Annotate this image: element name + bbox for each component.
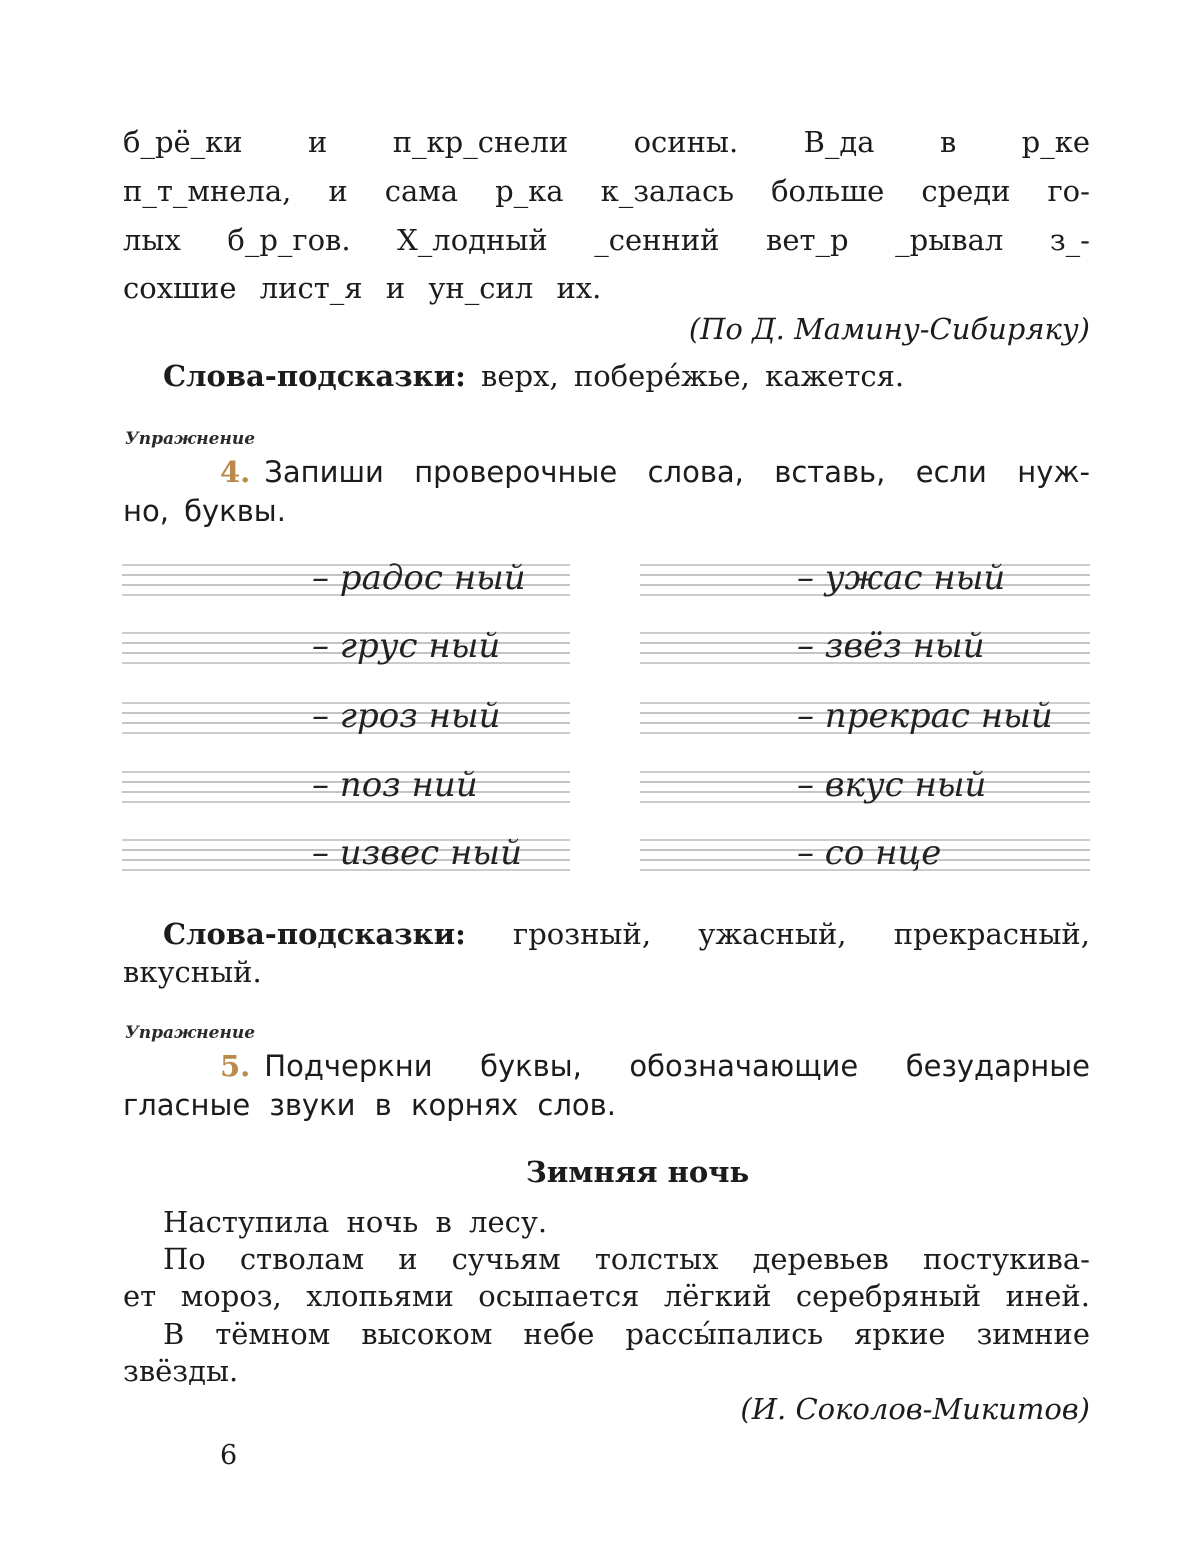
- word: сохшие: [123, 271, 237, 305]
- text2-line-1: Наступила ночь в лесу.: [163, 1205, 548, 1239]
- word: деревьев: [752, 1242, 889, 1276]
- text2-attribution: (И. Соколов-Микитов): [740, 1392, 1090, 1426]
- word: иней.: [1005, 1279, 1090, 1313]
- word: рассы́пались: [625, 1317, 824, 1351]
- word: безударные: [905, 1049, 1090, 1083]
- text1-attribution: (По Д. Мамину-Сибиряку): [688, 312, 1090, 346]
- exercise-4-hints-line-2: вкусный.: [123, 955, 262, 989]
- word: б_р_гов.: [227, 223, 351, 257]
- word: сама: [384, 174, 459, 208]
- handwritten-word: – поз ний: [312, 765, 478, 805]
- hints-label: Слова-подсказки:: [163, 359, 466, 393]
- handwritten-word: – звёз ный: [797, 626, 985, 666]
- word: и: [398, 1242, 418, 1276]
- word: толстых: [594, 1242, 719, 1276]
- word: высоком: [361, 1317, 493, 1351]
- word: ет: [123, 1279, 157, 1313]
- word: Подчеркни: [264, 1049, 433, 1083]
- word: лёгкий: [663, 1279, 772, 1313]
- hints-label: Слова-подсказки:: [163, 917, 466, 951]
- word: лых: [123, 223, 181, 257]
- hint-word: грозный,: [513, 917, 652, 951]
- word: небе: [523, 1317, 595, 1351]
- text-title: Зимняя ночь: [525, 1155, 750, 1189]
- word: зимние: [976, 1317, 1090, 1351]
- word: и: [308, 125, 328, 159]
- exercise-number: 4.: [220, 455, 251, 489]
- word: среди: [921, 174, 1011, 208]
- hints-words: верх, побере́жье, кажется.: [481, 359, 905, 393]
- handwritten-word: – ужас ный: [797, 558, 1006, 598]
- page-number: 6: [220, 1440, 238, 1471]
- word: проверочные: [414, 455, 618, 489]
- word: з_-: [1049, 223, 1090, 257]
- word: б_рё_ки: [123, 125, 243, 159]
- word: п_т_мнела,: [123, 174, 292, 208]
- handwritten-word: – со нце: [797, 833, 942, 873]
- word: осины.: [633, 125, 739, 159]
- handwritten-word: – гроз ный: [312, 696, 501, 736]
- word: нуж-: [1017, 455, 1090, 489]
- word: буквы,: [480, 1049, 582, 1083]
- word: осыпается: [478, 1279, 640, 1313]
- word: стволам: [239, 1242, 365, 1276]
- text2-line-4: [163, 1317, 1090, 1351]
- word: если: [915, 455, 987, 489]
- exercise-4-hints-line-1: [163, 917, 1090, 951]
- word: р_ке: [1021, 125, 1090, 159]
- word: _рывал: [895, 223, 1004, 257]
- word: яркие: [854, 1317, 946, 1351]
- exercise-number: 5.: [220, 1049, 251, 1083]
- word: их.: [556, 271, 602, 305]
- word: В_да: [803, 125, 875, 159]
- word: к_залась: [600, 174, 735, 208]
- word: Х_лодный: [397, 223, 548, 257]
- word: постукива-: [922, 1242, 1090, 1276]
- text2-line-2: [163, 1242, 1090, 1276]
- word: больше: [771, 174, 885, 208]
- handwritten-word: – прекрас ный: [797, 696, 1053, 736]
- word: мороз,: [180, 1279, 282, 1313]
- word: в: [939, 125, 957, 159]
- word: обозначающие: [629, 1049, 859, 1083]
- word: По: [163, 1242, 206, 1276]
- exercise-5-instruction-line-1: [220, 1049, 1090, 1083]
- word: _сенний: [594, 223, 720, 257]
- word: п_кр_снели: [392, 125, 569, 159]
- word: слова,: [647, 455, 744, 489]
- word: вставь,: [774, 455, 886, 489]
- word: Запиши: [264, 455, 384, 489]
- word: хлопьями: [306, 1279, 454, 1313]
- handwritten-word: – вкус ный: [797, 765, 987, 805]
- text2-line-3: [123, 1279, 1090, 1313]
- instruction-words: [264, 1049, 1090, 1083]
- hint-word: ужасный,: [698, 917, 847, 951]
- handwritten-word: – извес ный: [312, 833, 522, 873]
- word: сучьям: [451, 1242, 561, 1276]
- word: тёмном: [215, 1317, 331, 1351]
- handwritten-word: – радос ный: [312, 558, 526, 598]
- word: го-: [1047, 174, 1090, 208]
- word: ун_сил: [428, 271, 534, 305]
- handwritten-word: – грус ный: [312, 626, 501, 666]
- word: вет_р: [766, 223, 849, 257]
- text2-line-5: звёзды.: [123, 1354, 239, 1388]
- word: и: [385, 271, 406, 305]
- word: В: [163, 1317, 185, 1351]
- word: р_ка: [495, 174, 564, 208]
- word: и: [328, 174, 348, 208]
- exercise-4-label: Упражнение: [125, 429, 256, 449]
- word: серебряный: [795, 1279, 982, 1313]
- exercise-5-label: Упражнение: [125, 1023, 256, 1043]
- word: лист_я: [259, 271, 363, 305]
- exercise-5-instruction-line-2: гласные звуки в корнях слов.: [123, 1088, 616, 1122]
- exercise-4-instruction-line-2: но, буквы.: [123, 494, 286, 528]
- hint-word: прекрасный,: [893, 917, 1090, 951]
